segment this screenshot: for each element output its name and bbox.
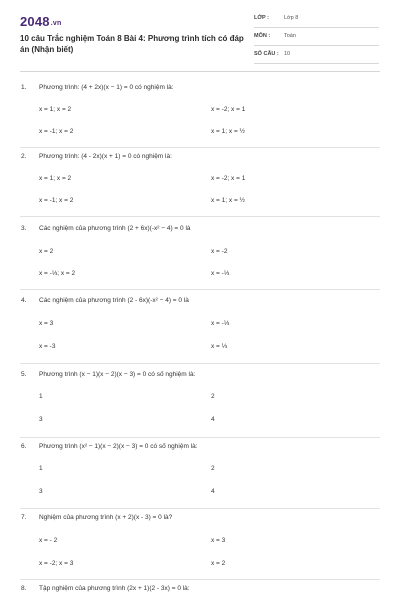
option-d[interactable]: x = ⅓	[211, 343, 228, 350]
question-item	[0, 84, 400, 154]
question-number: 5.	[21, 371, 27, 378]
question-divider	[20, 363, 380, 364]
meta-row-question-count	[254, 50, 379, 64]
worksheet-header	[0, 0, 400, 72]
question-divider	[20, 147, 380, 148]
option-a[interactable]: 1	[39, 465, 43, 472]
question-number: 3.	[21, 225, 27, 232]
option-a[interactable]: x = 1; x = 2	[39, 175, 72, 182]
option-a[interactable]: x = 2	[39, 248, 54, 255]
question-number: 6.	[21, 443, 27, 450]
question-item	[0, 153, 400, 223]
question-number: 1.	[21, 84, 27, 91]
option-b[interactable]: x = -⅓	[211, 320, 230, 327]
option-d[interactable]: x = 2	[211, 560, 226, 567]
option-c[interactable]: x = -1; x = 2	[39, 128, 74, 135]
question-number: 7.	[21, 514, 27, 521]
option-a[interactable]: 1	[39, 393, 43, 400]
option-b[interactable]: x = -2	[211, 248, 228, 255]
option-b[interactable]: 2	[211, 465, 215, 472]
question-text: Tập nghiệm của phương trình (2x + 1)(2 - 3x) = 0 là:	[39, 585, 190, 592]
question-text: Nghiệm của phương trình (x + 2)(x - 3) = 0 là?	[39, 514, 173, 521]
worksheet-meta	[254, 14, 379, 68]
logo-main: 2048	[20, 14, 50, 29]
site-logo[interactable]	[20, 14, 61, 29]
question-text: Phương trình (x² − 1)(x − 2)(x − 3) = 0 có số nghiệm là:	[39, 443, 198, 450]
question-number: 2.	[21, 153, 27, 160]
question-text: Phương trình: (4 + 2x)(x − 1) = 0 có nghiệm là:	[39, 84, 174, 91]
option-d[interactable]: x = 1; x = ½	[211, 197, 245, 204]
option-b[interactable]: 2	[211, 393, 215, 400]
question-divider	[20, 216, 380, 217]
question-item	[0, 225, 400, 295]
header-divider	[20, 71, 380, 72]
option-a[interactable]: x = 3	[39, 320, 54, 327]
meta-label: MÔN :	[254, 33, 271, 39]
option-c[interactable]: x = -⅓; x = 2	[39, 270, 76, 277]
question-divider	[20, 437, 380, 438]
worksheet-title: 10 câu Trắc nghiệm Toán 8 Bài 4: Phương trình tích có đáp án (Nhận biết)	[20, 34, 244, 54]
option-d[interactable]: x = 1; x = ½	[211, 128, 245, 135]
question-text: Phương trình: (4 - 2x)(x + 1) = 0 có nghiệm là:	[39, 153, 172, 160]
question-number: 8.	[21, 585, 27, 592]
question-item	[0, 297, 400, 367]
option-a[interactable]: x = - 2	[39, 537, 58, 544]
question-item	[0, 514, 400, 584]
option-b[interactable]: x = -2; x = 1	[211, 175, 246, 182]
option-c[interactable]: 3	[39, 416, 43, 423]
meta-row-class	[254, 14, 379, 28]
meta-label: SỐ CÂU :	[254, 51, 279, 57]
option-c[interactable]: x = -2; x = 3	[39, 560, 74, 567]
question-divider	[20, 579, 380, 580]
question-text: Các nghiệm của phương trình (2 - 6x)(-x² − 4) = 0 là	[39, 297, 189, 304]
option-b[interactable]: x = -2; x = 1	[211, 106, 246, 113]
meta-value: 10	[284, 51, 291, 57]
logo-suffix: .vn	[50, 20, 62, 27]
question-divider	[20, 508, 380, 509]
meta-row-subject	[254, 32, 379, 46]
option-b[interactable]: x = 3	[211, 537, 226, 544]
option-d[interactable]: 4	[211, 488, 215, 495]
option-c[interactable]: 3	[39, 488, 43, 495]
question-number: 4.	[21, 297, 27, 304]
question-text: Phương trình (x − 1)(x − 2)(x − 3) = 0 có số nghiệm là:	[39, 371, 196, 378]
question-divider	[20, 289, 380, 290]
question-item	[0, 443, 400, 513]
option-a[interactable]: x = 1; x = 2	[39, 106, 72, 113]
question-text: Các nghiệm của phương trình (2 + 6x)(-x² − 4) = 0 là	[39, 225, 191, 232]
option-c[interactable]: x = -3	[39, 343, 56, 350]
option-d[interactable]: x = -⅓	[211, 270, 230, 277]
option-d[interactable]: 4	[211, 416, 215, 423]
question-item	[0, 371, 400, 441]
meta-value: Toán	[284, 33, 296, 39]
question-item	[0, 585, 400, 599]
option-c[interactable]: x = -1; x = 2	[39, 197, 74, 204]
meta-value: Lớp 8	[284, 15, 299, 21]
meta-label: LỚP :	[254, 15, 269, 21]
